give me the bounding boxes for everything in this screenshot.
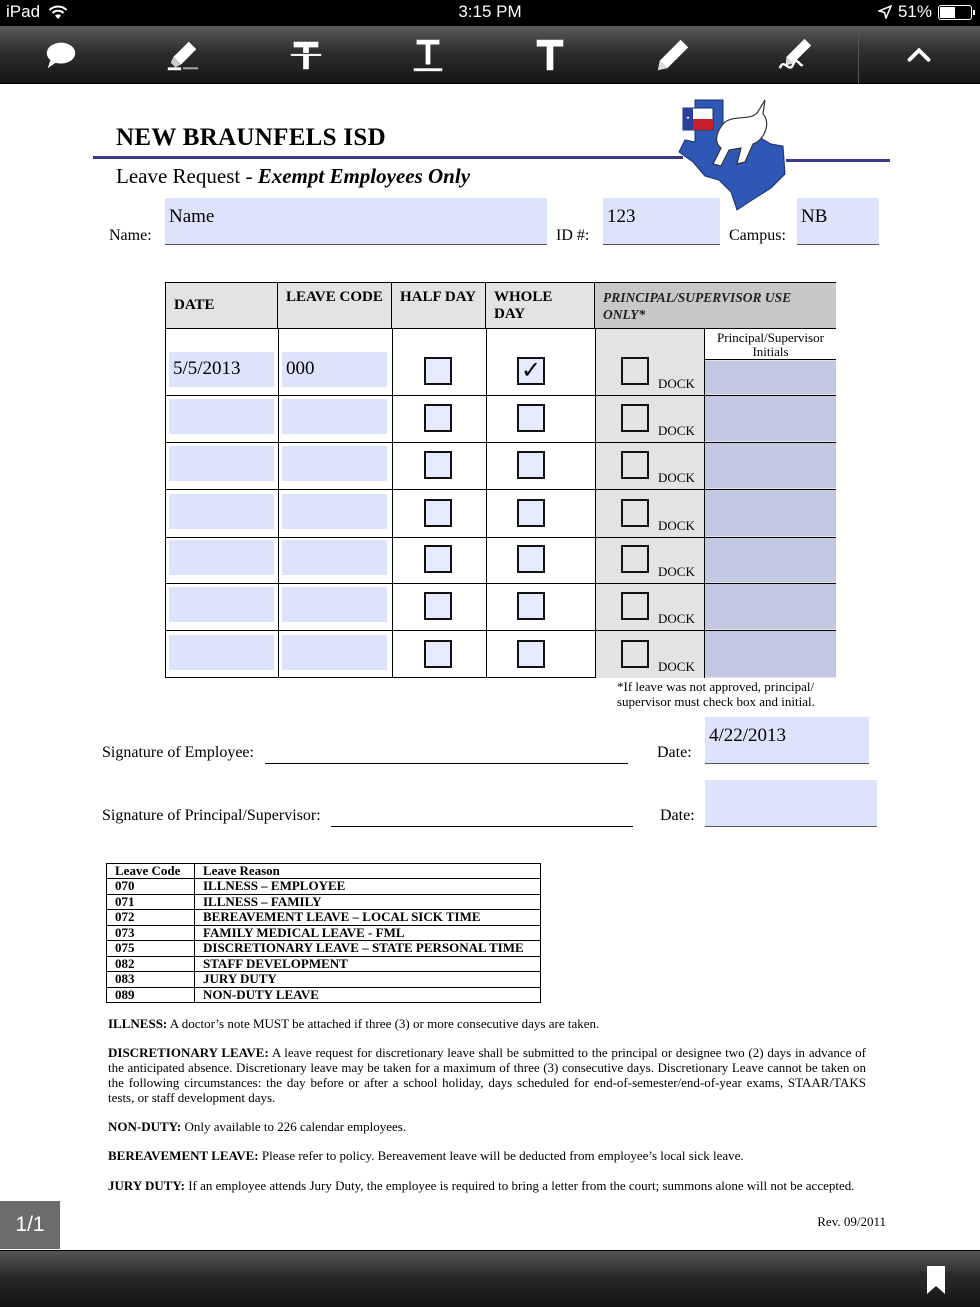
whole-day-checkbox[interactable] bbox=[517, 545, 545, 573]
policy-note bbox=[108, 1119, 866, 1134]
underline-tool-button[interactable] bbox=[398, 32, 458, 78]
date-field[interactable] bbox=[169, 587, 274, 622]
col-divider bbox=[278, 329, 279, 678]
dock-label: DOCK bbox=[658, 518, 695, 533]
header-principal-use: PRINCIPAL/SUPERVISOR USE ONLY* bbox=[595, 283, 836, 329]
policy-note-text: A doctor’s note MUST be attached if three (3) or more consecutive days are taken. bbox=[169, 1016, 600, 1031]
policy-note-text: Please refer to policy. Bereavement leave will be deducted from employee’s local sick leave. bbox=[261, 1148, 744, 1163]
dock-label: DOCK bbox=[658, 423, 695, 438]
whole-day-checkbox[interactable] bbox=[517, 357, 545, 385]
code-cell: 073 bbox=[107, 925, 195, 941]
dock-checkbox[interactable] bbox=[621, 357, 649, 385]
half-day-checkbox[interactable] bbox=[424, 640, 452, 668]
employee-date-field[interactable]: 4/22/2013 bbox=[705, 717, 869, 764]
reason-cell: STAFF DEVELOPMENT bbox=[195, 956, 541, 972]
initials-field[interactable] bbox=[705, 490, 836, 536]
id-label: ID #: bbox=[556, 227, 590, 244]
principal-date-label: Date: bbox=[660, 807, 695, 824]
half-day-checkbox[interactable] bbox=[424, 545, 452, 573]
footnote-line: *If leave was not approved, principal/ bbox=[617, 679, 815, 694]
reason-cell: JURY DUTY bbox=[195, 972, 541, 988]
dock-checkbox[interactable] bbox=[621, 451, 649, 479]
col-divider bbox=[595, 329, 596, 678]
footnote bbox=[617, 679, 815, 709]
chevron-up-icon bbox=[900, 36, 938, 74]
form-title-emphasis: Exempt Employees Only bbox=[257, 164, 471, 188]
policy-note-term: DISCRETIONARY LEAVE: bbox=[108, 1045, 269, 1060]
code-cell: 070 bbox=[107, 879, 195, 895]
footnote-line: supervisor must check box and initial. bbox=[617, 694, 815, 709]
bottom-toolbar bbox=[0, 1250, 980, 1307]
code-row bbox=[107, 956, 541, 972]
header-initials: Principal/Supervisor Initials bbox=[704, 329, 836, 360]
speech-bubble-icon bbox=[42, 36, 80, 74]
leave-table bbox=[165, 282, 836, 678]
strikeout-tool-button[interactable] bbox=[276, 32, 336, 78]
leave-code-field[interactable] bbox=[282, 587, 387, 622]
status-bar bbox=[0, 0, 980, 26]
dock-label: DOCK bbox=[658, 564, 695, 579]
code-cell: 082 bbox=[107, 956, 195, 972]
revision-label: Rev. 09/2011 bbox=[817, 1214, 886, 1229]
code-cell: 075 bbox=[107, 941, 195, 957]
half-day-checkbox[interactable] bbox=[424, 499, 452, 527]
title-rule-right bbox=[786, 159, 890, 162]
campus-label: Campus: bbox=[729, 227, 786, 244]
code-row bbox=[107, 894, 541, 910]
half-day-checkbox[interactable] bbox=[424, 404, 452, 432]
note-tool-button[interactable] bbox=[31, 32, 91, 78]
employee-signature-label: Signature of Employee: bbox=[102, 744, 254, 761]
dock-checkbox[interactable] bbox=[621, 592, 649, 620]
annotation-toolbar bbox=[0, 26, 980, 84]
collapse-toolbar-button[interactable] bbox=[889, 32, 949, 78]
dock-label: DOCK bbox=[658, 611, 695, 626]
leave-code-field[interactable]: 000 bbox=[282, 352, 387, 387]
policy-note bbox=[108, 1045, 866, 1105]
reason-cell: NON-DUTY LEAVE bbox=[195, 987, 541, 1003]
principal-date-field[interactable] bbox=[705, 780, 877, 827]
text-tool-button[interactable] bbox=[520, 32, 580, 78]
header-date: DATE bbox=[166, 283, 278, 329]
code-cell: 071 bbox=[107, 894, 195, 910]
bookmark-icon[interactable] bbox=[926, 1265, 946, 1295]
date-field[interactable] bbox=[169, 540, 274, 575]
reason-cell: BEREAVEMENT LEAVE – LOCAL SICK TIME bbox=[195, 910, 541, 926]
reason-cell: ILLNESS – EMPLOYEE bbox=[195, 879, 541, 895]
reason-cell: FAMILY MEDICAL LEAVE - FML bbox=[195, 925, 541, 941]
code-cell: 089 bbox=[107, 987, 195, 1003]
org-name: NEW BRAUNFELS ISD bbox=[116, 124, 386, 151]
highlight-tool-button[interactable] bbox=[153, 32, 213, 78]
reason-cell: DISCRETIONARY LEAVE – STATE PERSONAL TIME bbox=[195, 941, 541, 957]
date-field[interactable] bbox=[169, 494, 274, 529]
leave-code-field[interactable] bbox=[282, 635, 387, 670]
strikethrough-icon bbox=[287, 36, 325, 74]
whole-day-checkbox[interactable] bbox=[517, 404, 545, 432]
pdf-page bbox=[0, 84, 980, 1250]
initials-field[interactable] bbox=[705, 443, 836, 488]
half-day-checkbox[interactable] bbox=[424, 451, 452, 479]
district-logo bbox=[675, 92, 790, 212]
code-row bbox=[107, 941, 541, 957]
code-row bbox=[107, 972, 541, 988]
policy-note-term: NON-DUTY: bbox=[108, 1119, 182, 1134]
clock: 3:15 PM bbox=[458, 2, 522, 21]
initials-field[interactable] bbox=[705, 584, 836, 629]
date-field[interactable] bbox=[169, 635, 274, 670]
whole-day-checkbox[interactable] bbox=[517, 592, 545, 620]
date-field[interactable]: 5/5/2013 bbox=[169, 352, 274, 387]
header-leave-code: LEAVE CODE bbox=[278, 283, 392, 329]
initials-field[interactable] bbox=[705, 361, 836, 394]
signature-tool-button[interactable] bbox=[765, 32, 825, 78]
battery-percent: 51% bbox=[897, 2, 932, 21]
policy-note bbox=[108, 1016, 866, 1031]
page-indicator[interactable]: 1/1 bbox=[0, 1201, 60, 1249]
dock-label: DOCK bbox=[658, 659, 695, 674]
initials-field[interactable] bbox=[705, 631, 836, 677]
policy-note-term: ILLNESS: bbox=[108, 1016, 168, 1031]
dock-checkbox[interactable] bbox=[621, 499, 649, 527]
dock-label: DOCK bbox=[658, 470, 695, 485]
toolbar-divider bbox=[858, 26, 859, 84]
principal-signature-line[interactable] bbox=[331, 826, 633, 827]
col-divider bbox=[392, 329, 393, 678]
pencil-icon bbox=[654, 36, 692, 74]
check-mark: ✓ bbox=[520, 358, 542, 384]
underline-icon bbox=[409, 36, 447, 74]
policy-note-text: A leave request for discretionary leave shall be submitted to the principal or designee two (2) days in advance of the anticipated absence. Discretionary leave may be taken for a maximum of three (3) consecutive days. Discretionary Leave cannot be taken on the following circumstances: the day before or after a school holiday, days scheduled for end-of-semester/end-of-year exams, STAAR/TAKS tests, or staff development days. bbox=[108, 1045, 866, 1105]
whole-day-checkbox[interactable] bbox=[517, 499, 545, 527]
employee-signature-line[interactable] bbox=[265, 763, 628, 764]
code-cell: 083 bbox=[107, 972, 195, 988]
device-name: iPad bbox=[6, 2, 41, 21]
code-cell: 072 bbox=[107, 910, 195, 926]
code-row bbox=[107, 987, 541, 1003]
code-row bbox=[107, 910, 541, 926]
dock-checkbox[interactable] bbox=[621, 545, 649, 573]
leave-code-field[interactable] bbox=[282, 540, 387, 575]
whole-day-checkbox[interactable] bbox=[517, 451, 545, 479]
half-day-checkbox[interactable] bbox=[424, 592, 452, 620]
whole-day-checkbox[interactable] bbox=[517, 640, 545, 668]
title-rule bbox=[93, 156, 683, 159]
policy-note-term: JURY DUTY: bbox=[108, 1178, 185, 1193]
code-row bbox=[107, 925, 541, 941]
policy-note-term: BEREAVEMENT LEAVE: bbox=[108, 1148, 259, 1163]
signature-pen-icon bbox=[776, 36, 814, 74]
policy-note-text: If an employee attends Jury Duty, the employee is required to bring a letter from the court; summons alone will not be accepted. bbox=[188, 1178, 855, 1193]
campus-field[interactable]: NB bbox=[797, 198, 879, 245]
code-table-header bbox=[107, 864, 541, 879]
date-field[interactable] bbox=[169, 399, 274, 434]
leave-code-field[interactable] bbox=[282, 446, 387, 481]
policy-note bbox=[108, 1148, 866, 1163]
reason-cell: ILLNESS – FAMILY bbox=[195, 894, 541, 910]
location-arrow-icon bbox=[878, 5, 892, 19]
date-field[interactable] bbox=[169, 446, 274, 481]
code-row bbox=[107, 879, 541, 895]
name-field[interactable]: Name bbox=[165, 198, 547, 245]
policy-note bbox=[108, 1178, 866, 1193]
reason-header: Leave Reason bbox=[195, 864, 541, 879]
leave-code-table bbox=[106, 863, 541, 1003]
pen-tool-button[interactable] bbox=[643, 32, 703, 78]
highlighter-icon bbox=[164, 36, 202, 74]
id-field[interactable]: 123 bbox=[603, 198, 720, 245]
leave-code-field[interactable] bbox=[282, 494, 387, 529]
header-half-day: HALF DAY bbox=[392, 283, 486, 329]
employee-date-label: Date: bbox=[657, 744, 692, 761]
header-whole-day: WHOLE DAY bbox=[486, 283, 595, 329]
dock-checkbox[interactable] bbox=[621, 404, 649, 432]
initials-field[interactable] bbox=[705, 538, 836, 582]
initials-field[interactable] bbox=[705, 396, 836, 441]
dock-checkbox[interactable] bbox=[621, 640, 649, 668]
text-icon bbox=[531, 36, 569, 74]
battery-icon bbox=[938, 5, 972, 20]
name-label: Name: bbox=[109, 227, 152, 244]
half-day-checkbox[interactable] bbox=[424, 357, 452, 385]
policy-note-text: Only available to 226 calendar employees. bbox=[184, 1119, 407, 1134]
code-header: Leave Code bbox=[107, 864, 195, 879]
leave-code-field[interactable] bbox=[282, 399, 387, 434]
form-title: Leave Request - Exempt Employees Only bbox=[116, 164, 471, 188]
dock-label: DOCK bbox=[658, 376, 695, 391]
principal-signature-label: Signature of Principal/Supervisor: bbox=[102, 807, 321, 824]
col-divider bbox=[486, 329, 487, 678]
